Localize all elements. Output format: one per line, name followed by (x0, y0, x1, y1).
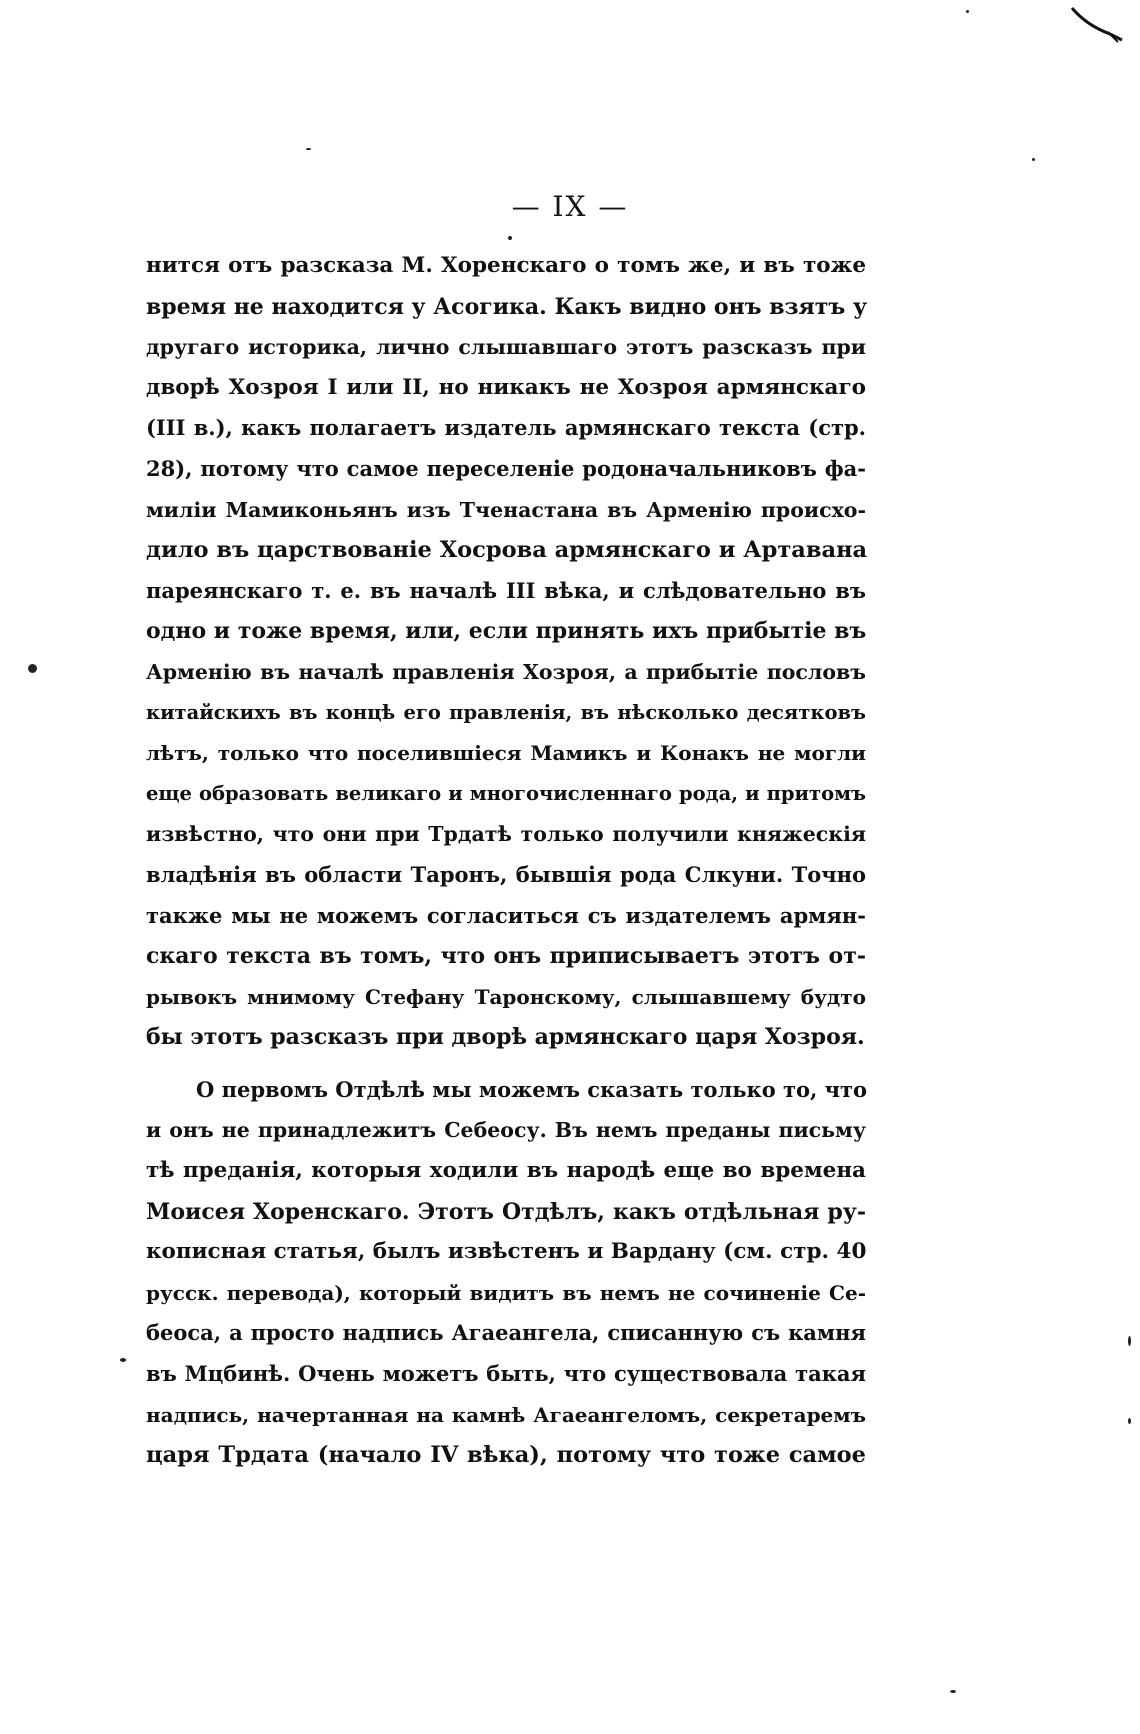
scan-speck (1128, 1418, 1131, 1424)
text-line: бы этотъ разсказъ при дворѣ армянскаго царя Хозроя. (146, 1024, 865, 1051)
body-text (146, 246, 866, 1476)
text-line: скаго текста въ томъ, что онъ приписываетъ этотъ от- (146, 943, 866, 970)
text-line: нится отъ разсказа М. Хоренскаго о томъ же, и въ тоже (146, 253, 866, 278)
text-line: О первомъ Отдѣлѣ мы можемъ сказать только то, что (196, 1076, 868, 1102)
scan-speck (508, 236, 512, 240)
text-line: Моисея Хоренскаго. Этотъ Отдѣлъ, какъ отдѣльная ру- (146, 1198, 866, 1225)
text-line: рывокъ мнимому Стефану Таронскому, слышавшему будто (146, 984, 866, 1009)
text-line: беоса, а просто надпись Агаеангела, списанную съ камня (146, 1320, 866, 1346)
text-line: одно и тоже время, или, если принять ихъ прибытіе въ (146, 618, 867, 645)
text-line: дворѣ Хозроя I или II, но никакъ не Хозроя армянскаго (146, 374, 866, 400)
text-line: тѣ преданія, которыя ходили въ народѣ еще во времена (146, 1158, 866, 1184)
scan-speck (1128, 1336, 1131, 1346)
scan-speck (950, 1690, 956, 1693)
scan-speck (1032, 158, 1035, 161)
page-number: — IX — (511, 190, 629, 223)
text-line: (III в.), какъ полагаетъ издатель армянскаго текста (стр. (146, 415, 866, 441)
paragraph-gap (146, 1058, 866, 1070)
text-line: китайскихъ въ концѣ его правленія, въ нѣсколько десятковъ (146, 700, 866, 724)
text-line: извѣстно, что они при Трдатѣ только получили княжескія (146, 822, 866, 847)
text-line: и онъ не принадлежитъ Себеосу. Въ немъ преданы письму (146, 1118, 866, 1143)
text-line: царя Трдата (начало IV вѣка), потому что тоже самое (146, 1442, 866, 1469)
text-line: еще образовать великаго и многочисленнаго рода, и притомъ (146, 781, 866, 805)
text-line: другаго историка, лично слышавшаго этотъ разсказъ при (146, 335, 866, 360)
text-line: 28), потому что самое переселеніе родоначальниковъ фа- (146, 455, 866, 481)
text-line: въ Мцбинѣ. Очень можетъ быть, что существовала такая (146, 1361, 866, 1387)
text-line: время не находится у Асогика. Какъ видно онъ взятъ у (146, 293, 868, 320)
scan-speck (28, 664, 37, 673)
text-line: владѣнія въ области Таронъ, бывшія рода Слкуни. Точно (146, 861, 866, 887)
text-line: кописная статья, былъ извѣстенъ и Вардану (см. стр. 40 (146, 1239, 867, 1265)
text-line: надпись, начертанная на камнѣ Агаеангеломъ, секретаремъ (146, 1402, 866, 1427)
text-line: лѣтъ, только что поселившіеся Мамикъ и Конакъ не могли (146, 741, 866, 766)
scan-speck (966, 10, 969, 13)
scan-speck (120, 1358, 126, 1362)
text-line: пареянскаго т. е. въ началѣ III вѣка, и слѣдовательно въ (146, 577, 866, 603)
text-line: русск. перевода), который видитъ въ немъ не сочиненіе Се- (146, 1280, 866, 1305)
text-line: дило въ царствованіе Хосрова армянскаго и Артавана (146, 537, 868, 564)
scan-speck (306, 148, 311, 150)
scan-mark-icon (1070, 6, 1130, 46)
text-line: Арменію въ началѣ правленія Хозроя, а прибытіе пословъ (146, 659, 866, 684)
text-line: миліи Мамиконьянъ изъ Тченастана въ Арменію происхо- (146, 497, 866, 522)
text-line: также мы не можемъ согласиться съ издателемъ армян- (146, 902, 866, 928)
